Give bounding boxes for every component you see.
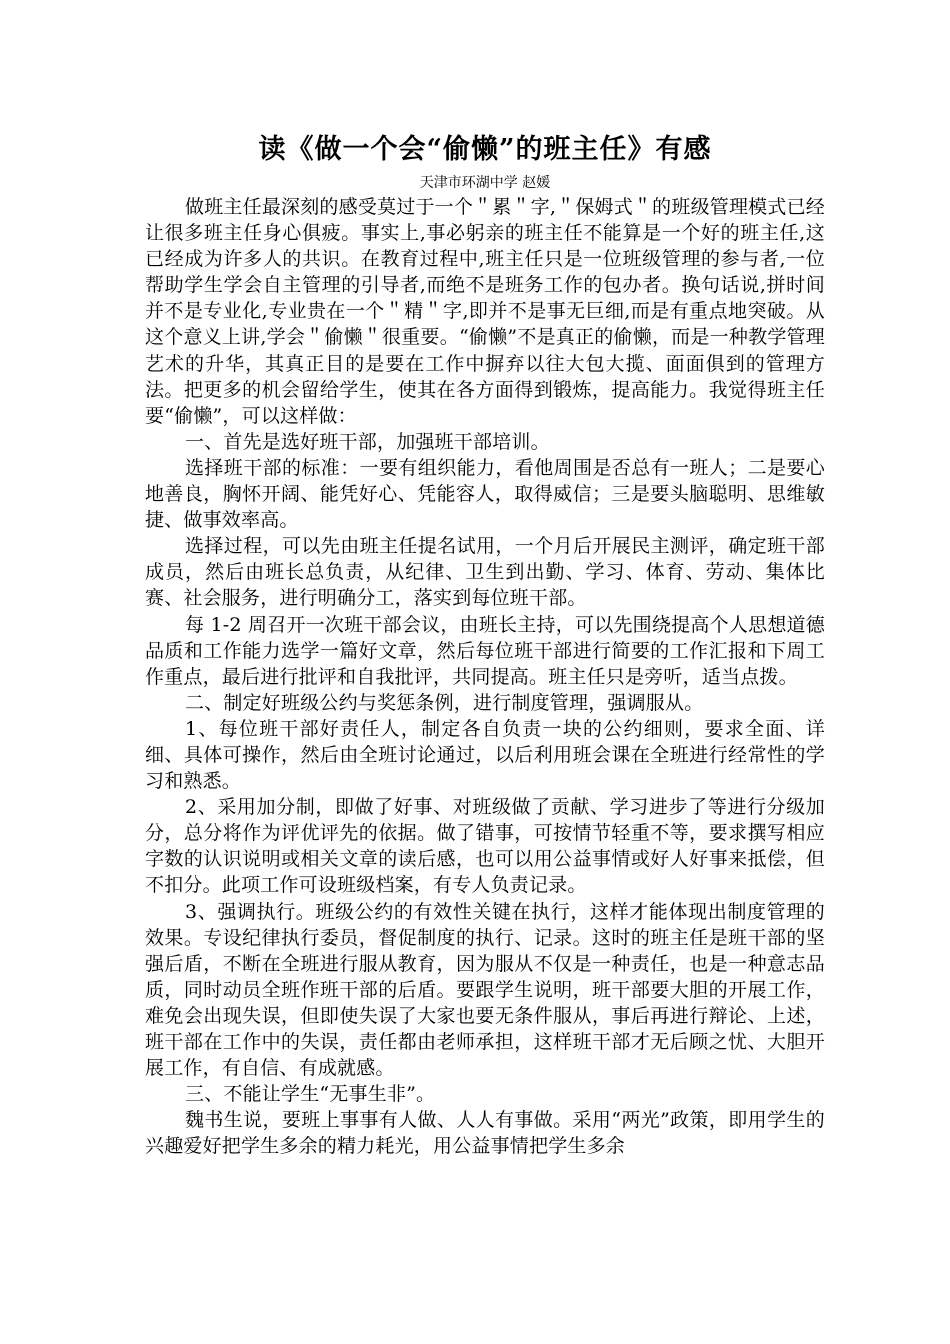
document-page	[145, 128, 825, 1159]
paragraph: 选择班干部的标准：一要有组织能力，看他周围是否总有一班人；二是要心地善良，胸怀开阔、能凭好心、凭能容人，取得威信；三是要头脑聪明、思维敏捷、做事效率高。	[145, 456, 825, 532]
paragraph-intro: 做班主任最深刻的感受莫过于一个＂累＂字,＂保姆式＂的班级管理模式已经让很多班主任身心俱疲。事实上,事必躬亲的班主任不能算是一个好的班主任,这已经成为许多人的共识。在教育过程中,班主任只是一位班级管理的参与者,一位帮助学生学会自主管理的引导者,而绝不是班务工作的包办者。换句话说,拼时间并不是专业化,专业贵在一个＂精＂字,即并不是事无巨细,而是有重点地突破。从这个意义上讲,学会＂偷懒＂很重要。“偷懒”不是真正的偷懒，而是一种教学管理艺术的升华，其真正目的是要在工作中摒弃以往大包大揽、面面俱到的管理方法。把更多的机会留给学生，使其在各方面得到锻炼，提高能力。我觉得班主任要“偷懒”，可以这样做：	[145, 196, 825, 427]
section-heading-1: 一、首先是选好班干部，加强班干部培训。	[185, 430, 550, 453]
section-heading-2: 二、制定好班级公约与奖惩条例，进行制度管理，强调服从。	[185, 691, 704, 714]
paragraph: 1、每位班干部好责任人，制定各自负责一块的公约细则，要求全面、详细、具体可操作，然后由全班讨论通过，以后利用班会课在全班进行经常性的学习和熟悉。	[145, 717, 825, 793]
paragraph: 2、采用加分制，即做了好事、对班级做了贡献、学习进步了等进行分级加分，总分将作为评优评先的依据。做了错事，可按情节轻重不等，要求撰写相应字数的认识说明或相关文章的读后感，也可以用公益事情或好人好事来抵偿，但不扣分。此项工作可设班级档案，有专人负责记录。	[145, 796, 825, 897]
paragraph: 选择过程，可以先由班主任提名试用，一个月后开展民主测评，确定班干部成员，然后由班长总负责，从纪律、卫生到出勤、学习、体育、劳动、集体比赛、社会服务，进行明确分工，落实到每位班干部。	[145, 535, 825, 610]
paragraph: 每 1-2 周召开一次班干部会议，由班长主持，可以先围绕提高个人思想道德品质和工作能力选学一篇好文章，然后每位班干部进行简要的工作汇报和下周工作重点，最后进行批评和自我批评，共同提高。班主任只是旁听，适当点拨。	[145, 613, 825, 688]
document-author: 天津市环湖中学 赵媛	[419, 175, 551, 191]
paragraph: 魏书生说，要班上事事有人做、人人有事做。采用“两光”政策，即用学生的兴趣爱好把学生多余的精力耗光，用公益事情把学生多余	[145, 1109, 825, 1158]
paragraph: 3、强调执行。班级公约的有效性关键在执行，这样才能体现出制度管理的效果。专设纪律执行委员，督促制度的执行、记录。这时的班主任是班干部的坚强后盾，不断在全班进行服从教育，因为服从不仅是一种责任，也是一种意志品质，同时动员全班作班干部的后盾。要跟学生说明，班干部要大胆的开展工作，难免会出现失误，但即使失误了大家也要无条件服从，事后再进行辩论、上述，班干部在工作中的失误，责任都由老师承担，这样班干部才无后顾之忧、大胆开展工作，有自信、有成就感。	[145, 900, 825, 1080]
document-title: 读《做一个会“偷懒”的班主任》有感	[258, 134, 712, 165]
section-heading-3: 三、不能让学生“无事生非”。	[185, 1083, 436, 1106]
document-body	[145, 194, 825, 1159]
